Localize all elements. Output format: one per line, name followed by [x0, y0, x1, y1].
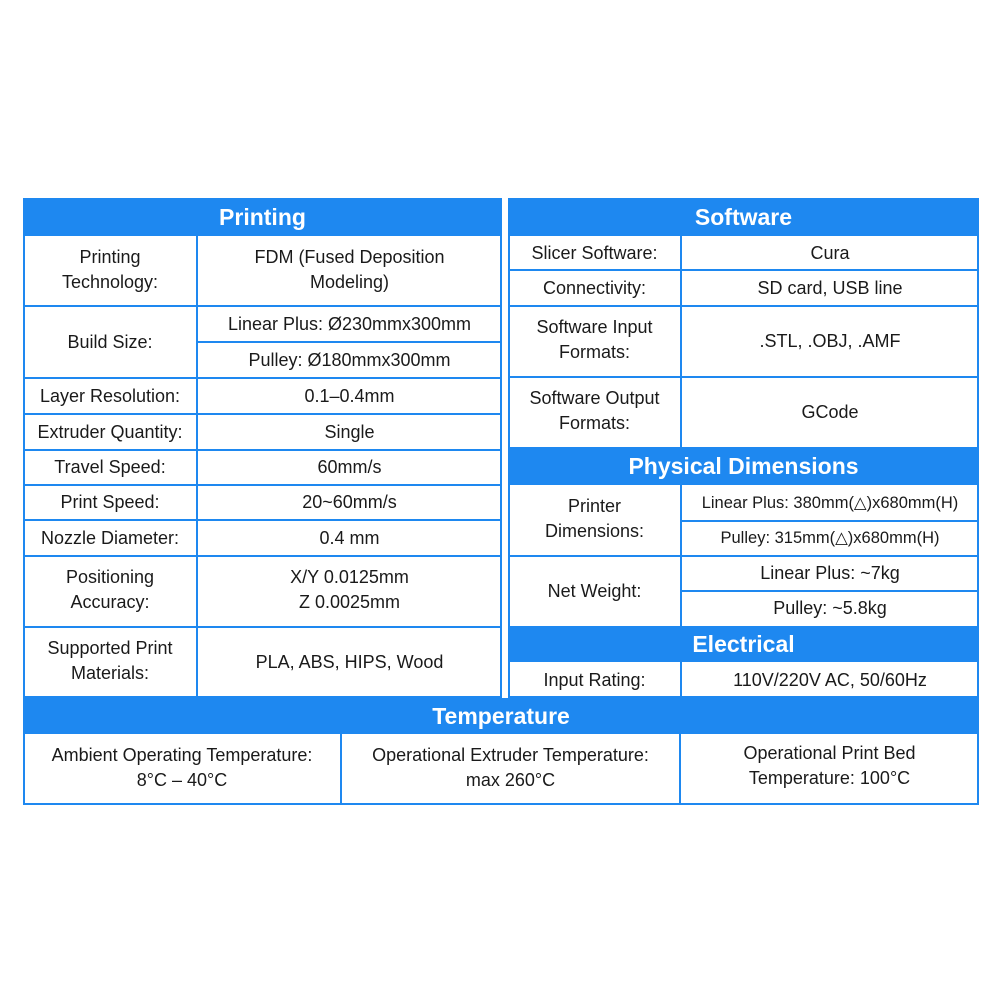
connectivity-value: SD card, USB line	[757, 277, 903, 298]
positioning-accuracy-value: X/Y 0.0125mm Z 0.0025mm	[290, 567, 409, 612]
printing-row-divider	[23, 413, 502, 415]
nozzle-diameter-label: Nozzle Diameter:	[40, 527, 180, 548]
temperature-header: Temperature	[23, 698, 979, 734]
slicer-software-value: Cura	[810, 242, 850, 263]
printing-row-divider	[23, 555, 502, 557]
output-formats-label: Software Output Formats:	[529, 388, 660, 433]
software-row-divider	[508, 269, 979, 271]
physical-dimensions-header: Physical Dimensions	[508, 447, 979, 485]
electrical-col-divider	[680, 662, 682, 698]
materials-label: Supported Print Materials:	[47, 638, 173, 683]
printing-technology-value: FDM (Fused Deposition Modeling)	[254, 247, 445, 292]
physical-row-divider	[681, 590, 979, 592]
print-speed-value: 20~60mm/s	[302, 492, 397, 512]
layer-resolution-value: 0.1–0.4mm	[304, 385, 395, 406]
printer-dimensions-linear-value: Linear Plus: 380mm(△)x680mm(H)	[701, 493, 959, 512]
net-weight-linear-value: Linear Plus: ~7kg	[760, 563, 900, 583]
software-header: Software	[508, 198, 979, 236]
temperature-section	[23, 698, 979, 805]
printing-row-divider	[23, 519, 502, 521]
net-weight-label: Net Weight:	[547, 580, 642, 601]
right-column	[508, 198, 979, 698]
input-formats-label: Software Input Formats:	[536, 317, 653, 362]
physical-row-divider	[681, 520, 979, 522]
nozzle-diameter-value: 0.4 mm	[319, 527, 380, 548]
printing-row-divider	[23, 626, 502, 628]
print-speed-label: Print Speed:	[60, 492, 160, 512]
software-col-divider	[680, 236, 682, 447]
software-row-divider	[508, 305, 979, 307]
printing-section	[23, 198, 502, 698]
printer-dimensions-pulley-value: Pulley: 315mm(△)x680mm(H)	[720, 529, 940, 547]
input-rating-value: 110V/220V AC, 50/60Hz	[733, 669, 927, 690]
output-formats-value: GCode	[801, 401, 859, 422]
slicer-software-label: Slicer Software:	[531, 242, 658, 263]
input-rating-label: Input Rating:	[543, 669, 646, 690]
connectivity-label: Connectivity:	[542, 277, 647, 298]
electrical-header: Electrical	[508, 626, 979, 662]
extruder-quantity-value: Single	[324, 421, 375, 442]
build-size-label: Build Size:	[67, 331, 153, 352]
positioning-accuracy-label: Positioning Accuracy:	[65, 567, 155, 612]
printing-row-divider	[23, 377, 502, 379]
net-weight-pulley-value: Pulley: ~5.8kg	[773, 598, 887, 618]
build-size-pulley-value: Pulley: Ø180mmx300mm	[248, 349, 451, 370]
printing-row-divider	[197, 341, 502, 343]
printing-row-divider	[23, 484, 502, 486]
temperature-col-divider	[679, 734, 681, 805]
ambient-temperature: Ambient Operating Temperature: 8°C – 40°C	[51, 745, 313, 790]
materials-value: PLA, ABS, HIPS, Wood	[255, 652, 444, 672]
temperature-col-divider	[340, 734, 342, 805]
layer-resolution-label: Layer Resolution:	[39, 385, 181, 406]
software-row-divider	[508, 376, 979, 378]
travel-speed-label: Travel Speed:	[54, 457, 166, 477]
printing-row-divider	[23, 449, 502, 451]
travel-speed-value: 60mm/s	[317, 457, 382, 477]
extruder-quantity-label: Extruder Quantity:	[37, 421, 183, 442]
printing-header: Printing	[23, 198, 502, 236]
printing-row-divider	[23, 305, 502, 307]
extruder-temperature: Operational Extruder Temperature: max 260°C	[372, 745, 649, 790]
build-size-linear-value: Linear Plus: Ø230mmx300mm	[227, 313, 472, 334]
physical-row-divider	[508, 555, 979, 557]
printing-technology-label: Printing Technology:	[61, 247, 159, 292]
input-formats-value: .STL, .OBJ, .AMF	[759, 331, 901, 351]
print-bed-temperature: Operational Print Bed Temperature: 100°C	[743, 743, 916, 788]
printer-dimensions-label: Printer Dimensions:	[544, 496, 645, 541]
